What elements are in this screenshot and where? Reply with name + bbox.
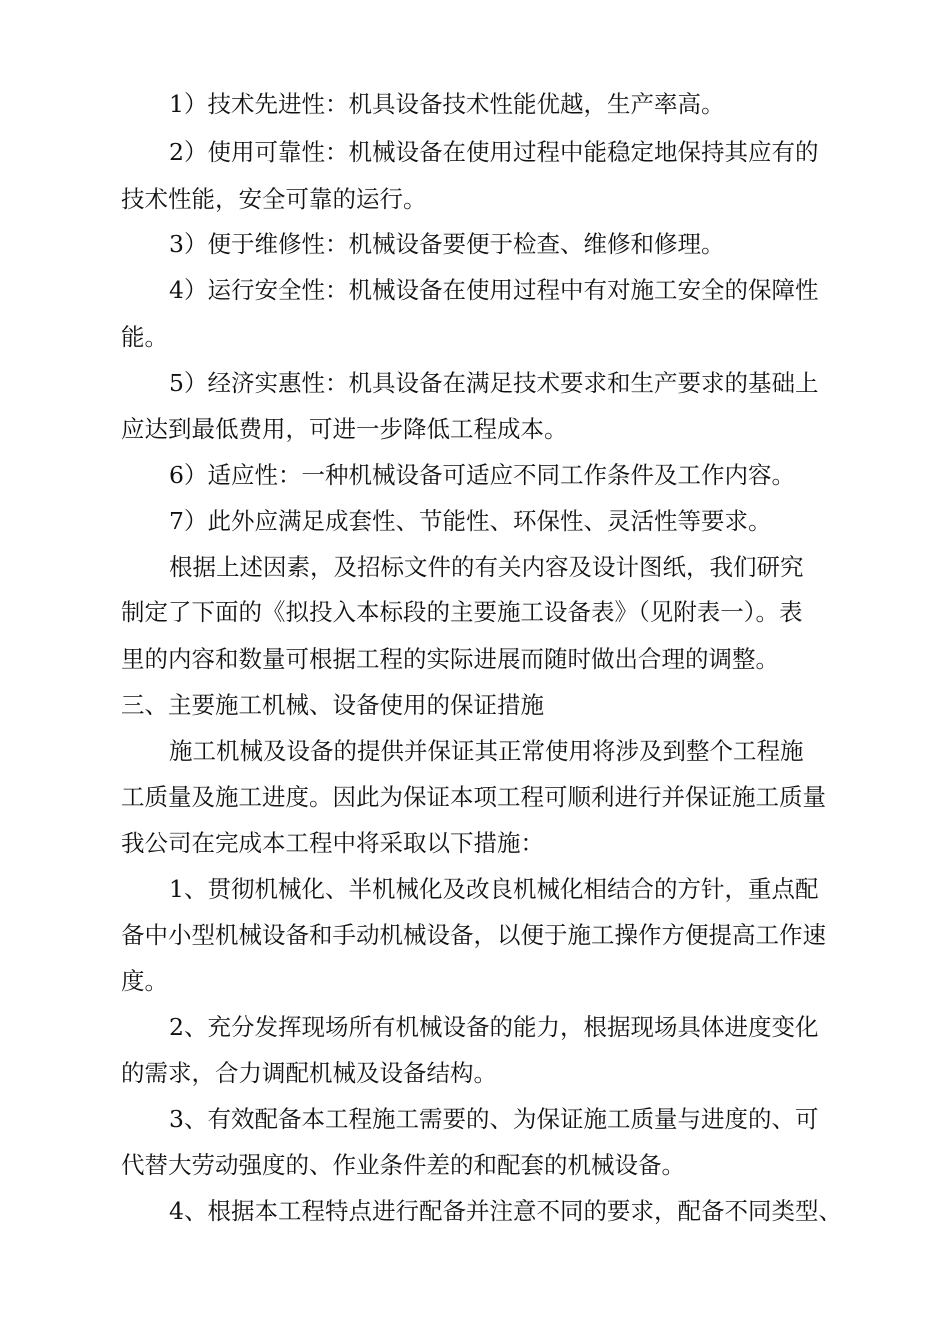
section-heading: 三、主要施工机械、设备使用的保证措施 — [121, 691, 544, 719]
text-line: 备中小型机械设备和手动机械设备，以便于施工操作方便提高工作速 — [121, 921, 826, 949]
text-line: 3、有效配备本工程施工需要的、为保证施工质量与进度的、可 — [169, 1105, 819, 1133]
text-line: 施工机械及设备的提供并保证其正常使用将涉及到整个工程施 — [169, 737, 804, 765]
text-line: 里的内容和数量可根据工程的实际进展而随时做出合理的调整。 — [121, 645, 779, 673]
text-line: 2、充分发挥现场所有机械设备的能力，根据现场具体进度变化 — [169, 1013, 819, 1041]
text-line: 制定了下面的《拟投入本标段的主要施工设备表》（见附表一）。表 — [121, 598, 803, 626]
text-line: 4）运行安全性：机械设备在使用过程中有对施工安全的保障性 — [169, 276, 819, 304]
text-line: 代替大劳动强度的、作业条件差的和配套的机械设备。 — [121, 1151, 685, 1179]
text-line: 1）技术先进性：机具设备技术性能优越，生产率高。 — [169, 90, 725, 118]
text-line: 应达到最低费用，可进一步降低工程成本。 — [121, 415, 568, 443]
text-line: 2）使用可靠性：机械设备在使用过程中能稳定地保持其应有的 — [169, 138, 819, 166]
text-line: 工质量及施工进度。因此为保证本项工程可顺利进行并保证施工质量 — [121, 783, 826, 811]
text-line: 度。 — [121, 967, 168, 995]
text-line: 7）此外应满足成套性、节能性、环保性、灵活性等要求。 — [169, 507, 772, 535]
text-line: 6）适应性：一种机械设备可适应不同工作条件及工作内容。 — [169, 461, 795, 489]
text-line: 4、根据本工程特点进行配备并注意不同的要求，配备不同类型、 — [169, 1197, 842, 1225]
text-line: 我公司在完成本工程中将采取以下措施： — [121, 829, 544, 857]
text-line: 1、贯彻机械化、半机械化及改良机械化相结合的方针，重点配 — [169, 875, 819, 903]
text-line: 能。 — [121, 323, 168, 351]
text-line: 5）经济实惠性：机具设备在满足技术要求和生产要求的基础上 — [169, 369, 819, 397]
text-line: 3）便于维修性：机械设备要便于检查、维修和修理。 — [169, 230, 725, 258]
text-line: 根据上述因素，及招标文件的有关内容及设计图纸，我们研究 — [169, 553, 804, 581]
text-line: 的需求，合力调配机械及设备结构。 — [121, 1059, 497, 1087]
text-line: 技术性能，安全可靠的运行。 — [121, 185, 427, 213]
